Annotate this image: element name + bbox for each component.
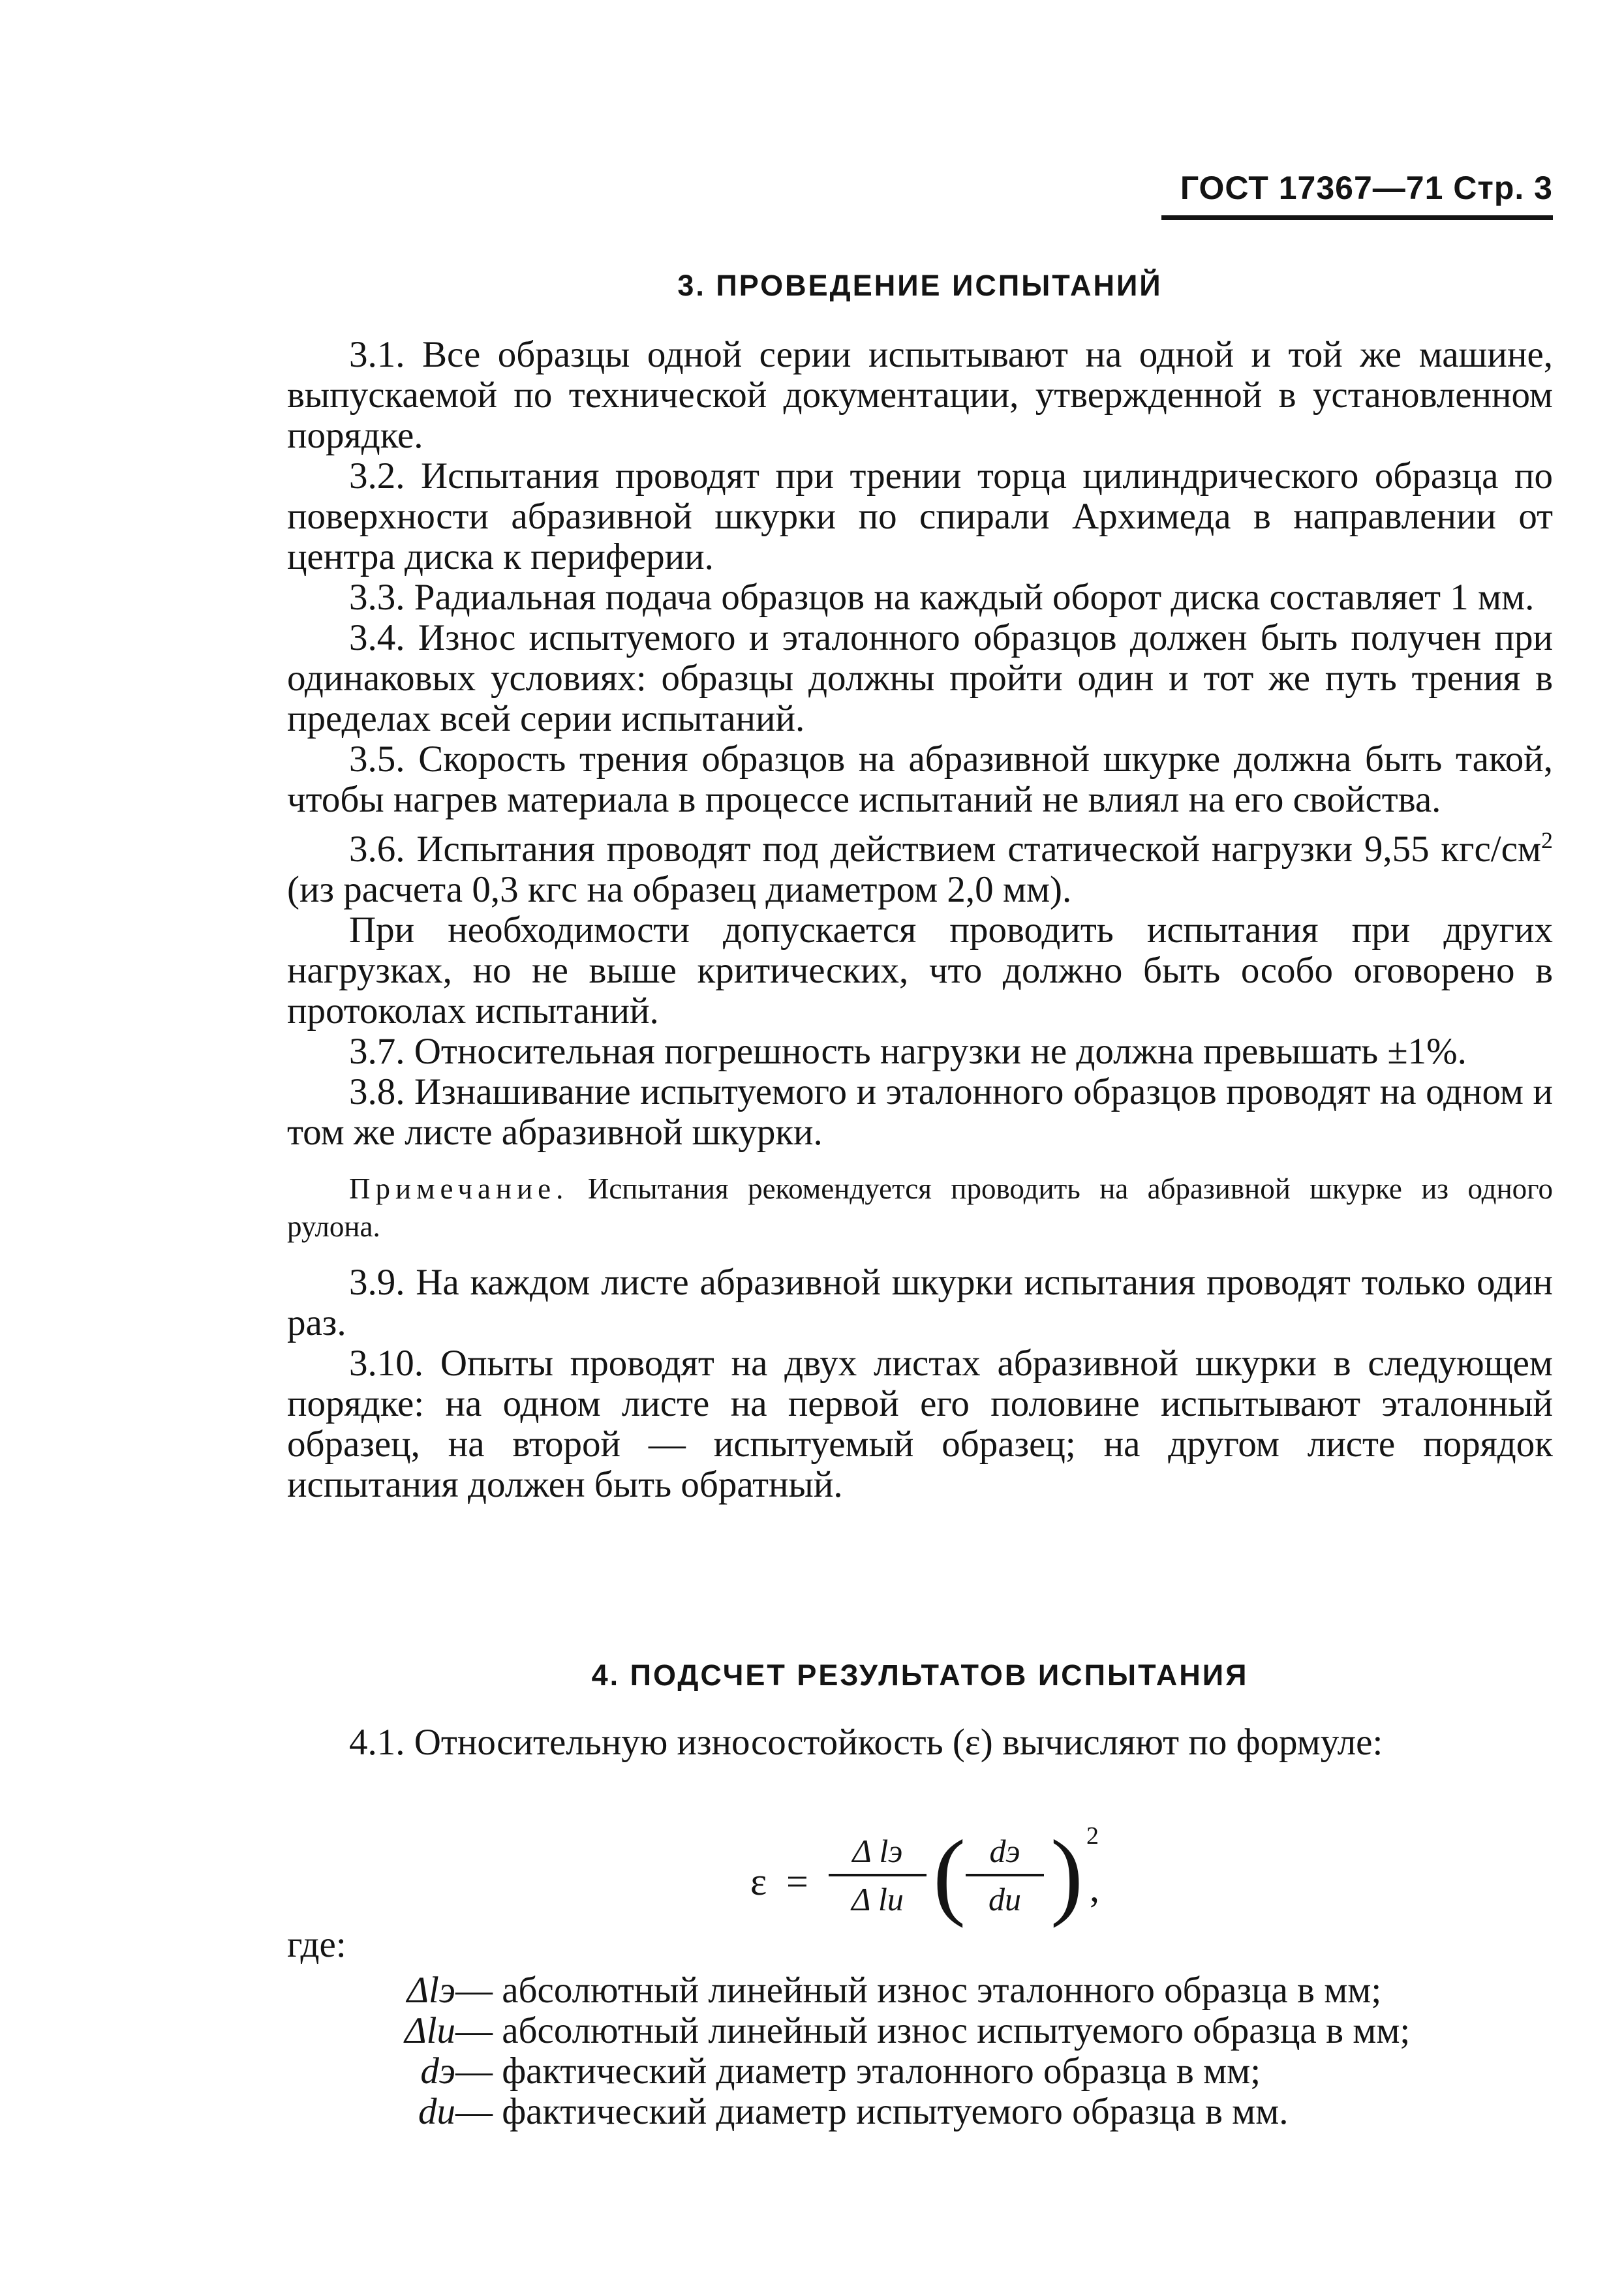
legend-symbol-text: Δlи [405,2010,455,2051]
formula-lhs: ε [750,1860,767,1903]
section-3-title: 3. ПРОВЕДЕНИЕ ИСПЫТАНИЙ [677,269,1163,302]
paragraph-3-6 [287,820,1553,910]
paragraph-3-4: 3.4. Износ испытуемого и эталонного образцов должен быть получен при одинаковых условиях: образцы должны пройти один и тот же путь трения в пределах всей серии испытаний. [287,617,1553,739]
formula-power: 2 [1086,1822,1099,1850]
paragraph-3-7: 3.7. Относительная погрешность нагрузки не должна превышать ±1%. [349,1031,1467,1072]
p36-sup: 2 [1541,827,1553,853]
legend-symbol [287,1970,455,2011]
paragraph-3-3: 3.3. Радиальная подача образцов на каждый оборот диска составляет 1 мм. [349,577,1535,618]
formula-den-2: dи [988,1881,1021,1918]
paragraph-3-9: 3.9. На каждом листе абразивной шкурки испытания проводят только один раз. [287,1262,1553,1343]
page-header: ГОСТ 17367—71 Стр. 3 [1180,170,1553,206]
note [287,1170,1553,1245]
legend-symbol-text: Δlэ [406,1970,455,2011]
legend-symbol-text: dэ [420,2051,455,2092]
legend-symbol [287,2011,455,2051]
formula-trail: , [1090,1867,1099,1910]
paragraph-3-8: 3.8. Изнашивание испытуемого и эталонного образцов проводят на одном и том же листе абразивной шкурки. [287,1071,1553,1153]
legend-where: где: [287,1924,346,1965]
formula-num-1: Δ lэ [852,1833,903,1869]
wear-resistance-formula [750,1820,1174,1938]
paragraph-3-10: 3.10. Опыты проводят на двух листах абразивной шкурки в следующем порядке: на одном листе на первой его половине испытывают эталонный образец, на второй — испытуемый образец; на другом листе порядок испытания должен быть обратный. [287,1343,1553,1505]
legend-text: — фактический диаметр испытуемого образца в мм. [455,2091,1289,2132]
note-label: Примечание. [349,1172,569,1205]
header-rule [1161,215,1553,220]
paragraph-3-1: 3.1. Все образцы одной серии испытывают на одной и той же машине, выпускаемой по технической документации, утвержденной в установленном порядке. [287,334,1553,456]
legend-text: — фактический диаметр эталонного образца в мм; [455,2051,1261,2092]
formula-num-2: dэ [989,1833,1020,1869]
paragraph-4-1: 4.1. Относительную износостойкость (ε) вычисляют по формуле: [349,1722,1383,1763]
p36-after: (из расчета 0,3 кгс на образец диаметром 2,0 мм). [287,869,1072,910]
formula-left-paren: ( [933,1820,966,1929]
note-text: Испытания рекомендуется проводить на абразивной шкурке из одного рулона. [287,1172,1553,1243]
formula-fraction-1 [829,1831,927,1919]
formula-fraction-2 [966,1831,1044,1919]
legend-text: — абсолютный линейный износ эталонного образца в мм; [455,1970,1382,2011]
formula-bar-2 [966,1874,1044,1876]
legend-symbol-text: dи [418,2091,455,2132]
formula-legend [287,1925,1553,2132]
legend-row [287,2011,1553,2051]
legend-row [287,2092,1553,2132]
legend-text: — абсолютный линейный износ испытуемого образца в мм; [455,2010,1411,2051]
section-4-title: 4. ПОДСЧЕТ РЕЗУЛЬТАТОВ ИСПЫТАНИЯ [591,1658,1249,1692]
section-4-body [287,1722,1553,1763]
legend-row [287,2051,1553,2092]
legend-row [287,1970,1553,2011]
legend-symbol [287,2092,455,2132]
formula-bar-1 [829,1874,927,1876]
legend-symbol [287,2051,455,2092]
section-3-body [287,335,1553,1505]
paragraph-3-2: 3.2. Испытания проводят при трении торца цилиндрического образца по поверхности абразивной шкурки по спирали Архимеда в направлении от центра диска к периферии. [287,455,1553,577]
p36-before: 3.6. Испытания проводят под действием статической нагрузки 9,55 кгс/см [349,829,1541,870]
formula-den-1: Δ lи [851,1881,904,1918]
paragraph-3-6-extra: При необходимости допускается проводить испытания при других нагрузках, но не выше критических, что должно быть особо оговорено в протоколах испытаний. [287,909,1553,1031]
formula-equals: = [786,1860,808,1903]
paragraph-3-5: 3.5. Скорость трения образцов на абразивной шкурке должна быть такой, чтобы нагрев материала в процессе испытаний не влиял на его свойства. [287,739,1553,820]
formula-right-paren: ) [1050,1820,1083,1929]
